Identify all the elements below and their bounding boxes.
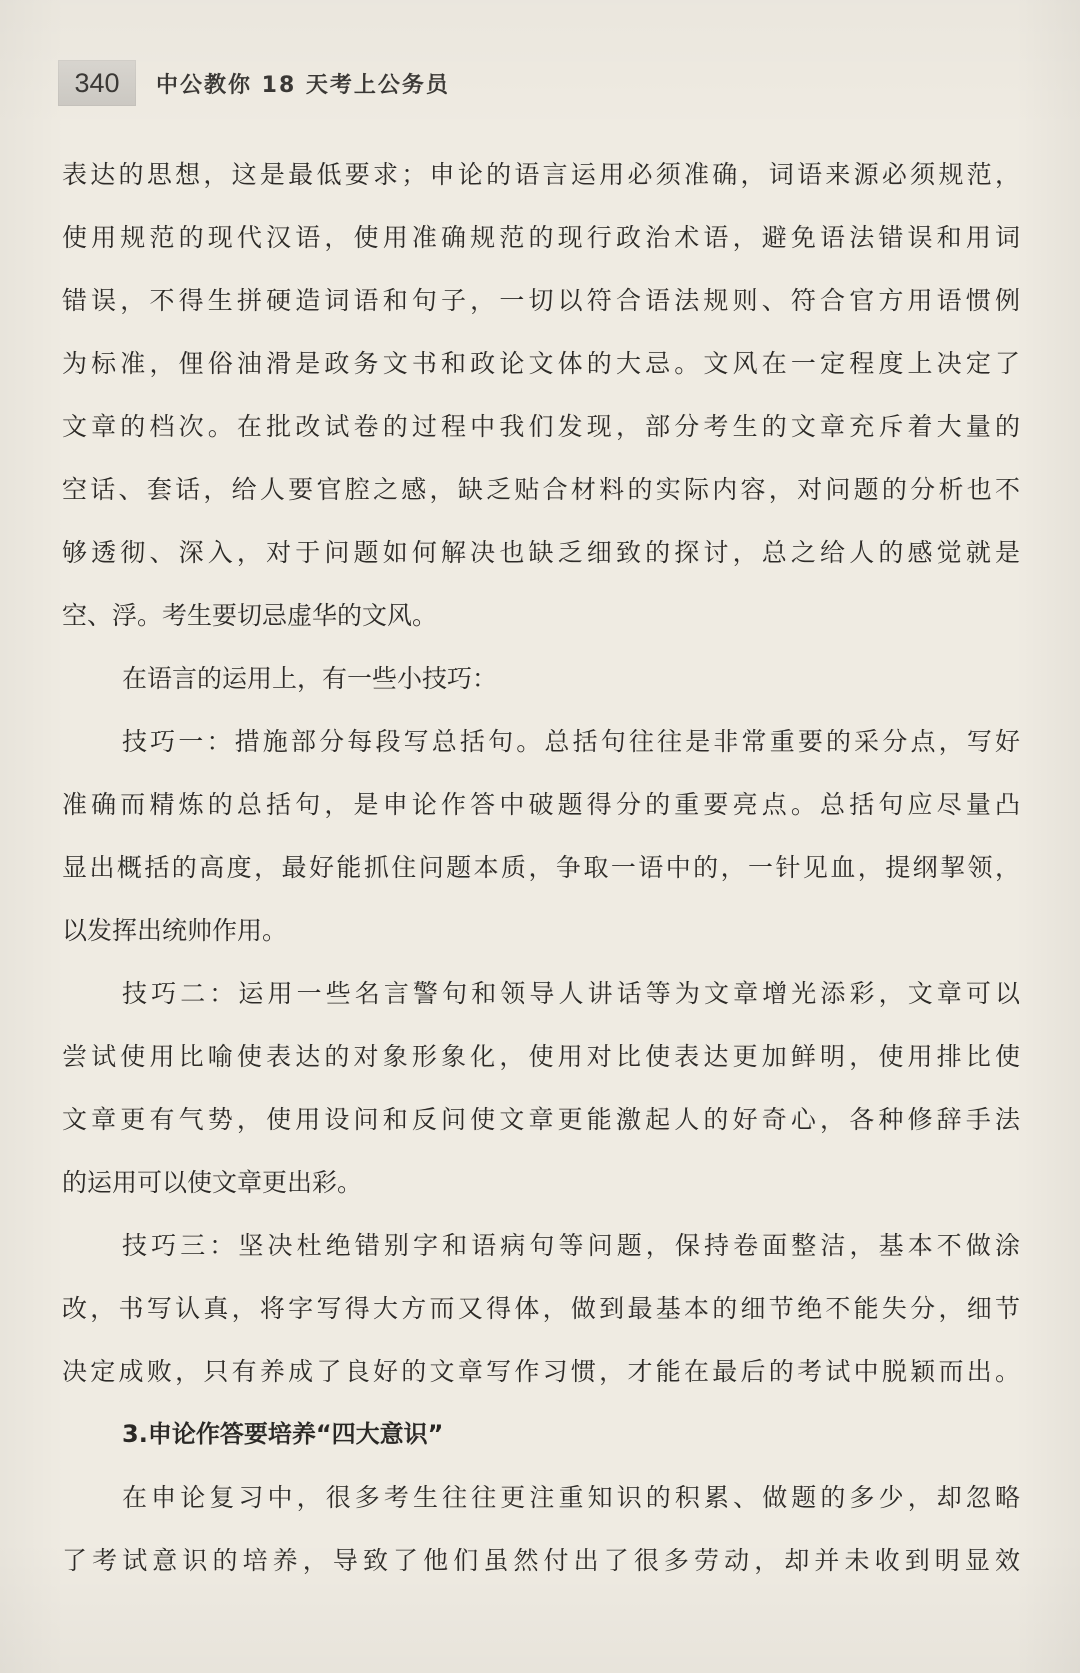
paragraph-start-line: 在申论复习中，很多考生往往更注重知识的积累、做题的多少，却忽略 [122,1483,1020,1512]
paragraph-start-line: 在语言的运用上，有一些小技巧： [122,664,498,693]
text-line: 文章的档次。在批改试卷的过程中我们发现，部分考生的文章充斥着大量的 [62,412,1020,441]
text-line: 空话、套话，给人要官腔之感，缺乏贴合材料的实际内容，对问题的分析也不 [62,475,1020,504]
text-line: 空、浮。考生要切忌虚华的文风。 [62,601,438,630]
text-line: 准确而精炼的总括句，是申论作答中破题得分的重要亮点。总括句应尽量凸 [62,790,1020,819]
text-line: 尝试使用比喻使表达的对象形象化，使用对比使表达更加鲜明，使用排比使 [62,1042,1020,1071]
text-line: 使用规范的现代汉语，使用准确规范的现行政治术语，避免语法错误和用词 [62,223,1020,252]
text-line: 为标准，俚俗油滑是政务文书和政论文体的大忌。文风在一定程度上决定了 [62,349,1020,378]
text-line: 文章更有气势，使用设问和反问使文章更能激起人的好奇心，各种修辞手法 [62,1105,1020,1134]
section-heading: 3.申论作答要培养“四大意识” [122,1420,444,1448]
text-line: 改，书写认真，将字写得大方而又得体，做到最基本的细节绝不能失分，细节 [62,1294,1020,1323]
paragraph-start-line: 技巧三：坚决杜绝错别字和语病句等问题，保持卷面整洁，基本不做涂 [122,1231,1020,1260]
text-line: 的运用可以使文章更出彩。 [62,1168,363,1197]
text-line: 错误，不得生拼硬造词语和句子，一切以符合语法规则、符合官方用语惯例 [62,286,1020,315]
text-line: 表达的思想，这是最低要求；申论的语言运用必须准确，词语来源必须规范， [62,160,1020,189]
page-number-tab [58,60,136,106]
page-header [58,60,450,106]
text-line: 了考试意识的培养，导致了他们虽然付出了很多劳动，却并未收到明显效 [62,1546,1020,1575]
text-line: 显出概括的高度，最好能抓住问题本质，争取一语中的，一针见血，提纲挈领， [62,853,1020,882]
paragraph-start-line: 技巧二：运用一些名言警句和领导人讲话等为文章增光添彩，文章可以 [122,979,1020,1008]
text-line: 决定成败，只有养成了良好的文章写作习惯，才能在最后的考试中脱颖而出。 [62,1357,1020,1386]
body-text [62,143,1020,1592]
running-title: 中公教你 18 天考上公务员 [156,72,450,98]
paragraph-start-line: 技巧一：措施部分每段写总括句。总括句往往是非常重要的采分点，写好 [122,727,1020,756]
text-line: 够透彻、深入，对于问题如何解决也缺乏细致的探讨，总之给人的感觉就是 [62,538,1020,567]
page-number: 340 [74,67,120,98]
text-line: 以发挥出统帅作用。 [62,916,288,945]
